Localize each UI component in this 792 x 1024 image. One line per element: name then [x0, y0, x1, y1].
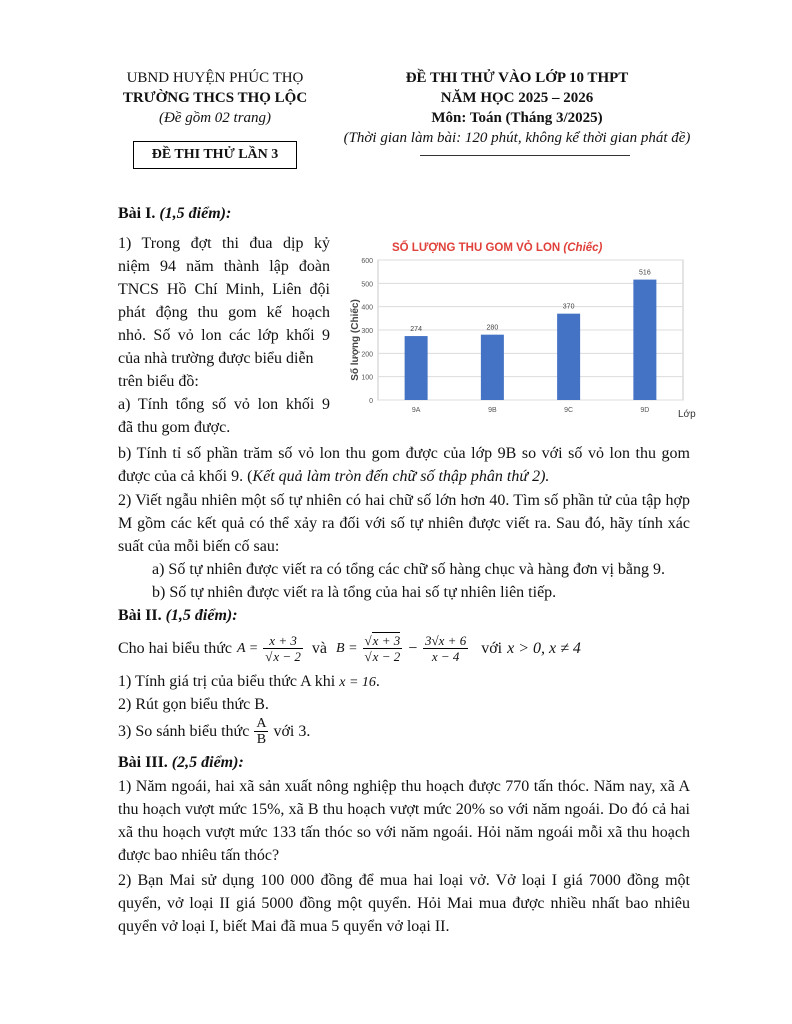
section-1-title: Bài I. [118, 205, 156, 222]
y-tick-label: 300 [361, 328, 373, 335]
intro-line: của nhà trường được biểu diễn [118, 350, 314, 367]
section-2-points: (1,5 điểm): [165, 607, 238, 624]
expr-b1-denominator: x − 2 [372, 648, 401, 664]
school-year: NĂM HỌC 2025 – 2026 [440, 90, 594, 106]
exam-title: ĐỀ THI THỬ VÀO LỚP 10 THPT [405, 70, 629, 86]
question-2: 2) Viết ngẫu nhiên một số tự nhiên có hai chữ số lớn hơn 40. Tìm số phần tử của tập hợp M gồm các kết quả có thể xảy ra đối với số tự nhiên được viết ra. Sau đó, hãy tính xác suất của mỗi biến cố sau: [118, 492, 690, 555]
header-divider [420, 155, 630, 156]
bar-value-label: 516 [639, 269, 651, 277]
y-tick-label: 200 [361, 351, 373, 359]
y-tick-label: 500 [361, 281, 373, 289]
y-tick-label: 400 [361, 304, 373, 312]
expr-b2-denominator: x − 4 [431, 648, 460, 664]
section-2-title: Bài II. [118, 607, 162, 624]
subject: Môn: Toán (Tháng 3/2025) [431, 110, 603, 126]
question-iii-2: 2) Bạn Mai sử dụng 100 000 đồng để mua hai loại vở. Vở loại I giá 7000 đồng một quyển, vở loại II giá 5000 đồng một quyển. Hỏi Mai mua được nhiều nhất bao nhiêu quyển vở loại I, biết Mai đã mua 5 quyển vở loại II. [118, 872, 690, 935]
page-count-note: (Đề gồm 02 trang) [158, 110, 272, 126]
expr-b-fraction-1: $\frac{√x + 3}{√x - 2}$ [364, 632, 401, 664]
x-tick-label: 9D [640, 407, 650, 414]
expr-a-fraction: $\frac{x + 3}{√x - 2}$ [265, 632, 301, 664]
ratio-fraction [254, 716, 268, 747]
intro-line: trên biểu đồ: [118, 373, 199, 390]
ratio-numerator: A [256, 715, 267, 731]
chart-title-unit: (Chiếc) [563, 242, 603, 254]
ratio-denominator: B [256, 731, 267, 747]
chart-title [392, 240, 603, 254]
section-3-points: (2,5 điểm): [171, 754, 244, 771]
question-1b-text: b) Tính tỉ số phần trăm số vỏ lon thu gom được của lớp 9B so với số vỏ lon thu gom được của cả khối 9. ( [118, 445, 690, 485]
time-note: (Thời gian làm bài: 120 phút, không kể thời gian phát đề) [343, 130, 691, 146]
bar-9A [405, 336, 428, 400]
expr-b-label: B = [336, 640, 358, 656]
question-ii-2: 2) Rút gọn biểu thức B. [118, 696, 269, 713]
chart-svg [340, 232, 700, 432]
question-1b [118, 442, 690, 488]
bar-value-label: 280 [486, 324, 499, 332]
question-iii-1: 1) Năm ngoái, hai xã sản xuất nông nghiệp thu hoạch được 770 tấn thóc. Năm nay, xã A thu hoạch vượt mức 15%, xã B thu hoạch vượt mức 20% so với năm ngoái. Do đó cả hai xã thu hoạch vượt mức 133 tấn thóc so với năm ngoái. Hỏi năm ngoái mỗi xã thu hoạch được bao nhiêu tấn thóc? [118, 778, 690, 864]
x-tick-label: 9C [564, 407, 574, 414]
y-tick-label: 0 [369, 398, 373, 405]
school-name: TRƯỜNG THCS THỌ LỘC [122, 90, 308, 106]
expr-b-fraction-2 [423, 633, 468, 664]
section-3-title: Bài III. [118, 754, 168, 771]
question-2b: b) Số tự nhiên được viết ra là tổng của hai số tự nhiên liên tiếp. [152, 584, 557, 601]
question-ii-1-text: 1) Tính giá trị của biểu thức A khi [118, 673, 336, 690]
intro-line: nhỏ. Số vỏ lon các lớp khối 9 [118, 327, 330, 344]
x-tick-label: 9A [411, 407, 421, 414]
question-ii-3-tail: với 3. [273, 722, 311, 740]
question-1b-note: Kết quả làm tròn đến chữ số thập phân thứ 2). [252, 468, 550, 485]
question-ii-3 [118, 713, 310, 749]
expr-b2-numerator: 3√x + 6 [425, 632, 467, 648]
bar-9D [633, 280, 656, 400]
y-tick-label: 100 [361, 374, 373, 382]
question-2a: a) Số tự nhiên được viết ra có tổng các chữ số hàng chục và hàng đơn vị bằng 9. [152, 561, 666, 578]
question-ii-3-text: 3) So sánh biểu thức [118, 722, 250, 740]
chart-xlabel: Lớp [678, 409, 696, 420]
intro-line: phát động thu gom kế hoạch [118, 304, 330, 321]
header-left [100, 68, 330, 128]
district-name: UBND HUYỆN PHÚC THỌ [126, 70, 304, 86]
intro-line: niệm 94 năm thành lập đoàn [118, 258, 330, 275]
expr-a-label: A = [236, 640, 259, 656]
condition-prefix: với [481, 639, 503, 657]
expressions-intro: Cho hai biểu thức [118, 639, 232, 657]
conjunction-and: và [311, 639, 328, 657]
chart-ylabel: Số lượng (Chiếc) [350, 299, 361, 381]
chart-title-main: SỐ LƯỢNG THU GOM VỎ LON [392, 242, 564, 254]
y-tick-label: 600 [361, 258, 373, 265]
exam-round-box: ĐỀ THI THỬ LẦN 3 [133, 141, 297, 169]
question-1a: a) Tính tổng số vỏ lon khối 9 [118, 396, 330, 413]
expr-b1-numerator: x + 3 [372, 632, 401, 648]
expressions-line [118, 628, 718, 668]
condition: x > 0, x ≠ 4 [507, 639, 581, 657]
minus-sign: − [407, 639, 419, 657]
intro-line: TNCS Hồ Chí Minh, Liên đội [118, 281, 330, 298]
bar-value-label: 274 [410, 326, 422, 334]
question-1a-cont: đã thu gom được. [118, 419, 231, 436]
bar-9C [557, 314, 580, 400]
section-1-intro [118, 232, 330, 439]
section-1-points: (1,5 điểm): [159, 205, 232, 222]
bar-chart [340, 232, 700, 432]
intro-line: 1) Trong đợt thi đua dịp kỷ [118, 235, 330, 252]
expr-a-numerator: x + 3 [263, 633, 303, 649]
header-right [322, 68, 712, 148]
bar-9B [481, 335, 504, 400]
x-tick-label: 9B [488, 407, 497, 414]
question-ii-1-value: x = 16 [339, 675, 376, 690]
expr-a-denominator: x − 2 [273, 648, 301, 664]
section-2-heading [118, 604, 238, 627]
question-ii-1: 1) Tính giá trị của biểu thức A khi x = 16. [118, 673, 380, 690]
section-1-heading [118, 202, 231, 225]
bar-value-label: 370 [562, 303, 575, 311]
section-3-heading [118, 751, 244, 774]
